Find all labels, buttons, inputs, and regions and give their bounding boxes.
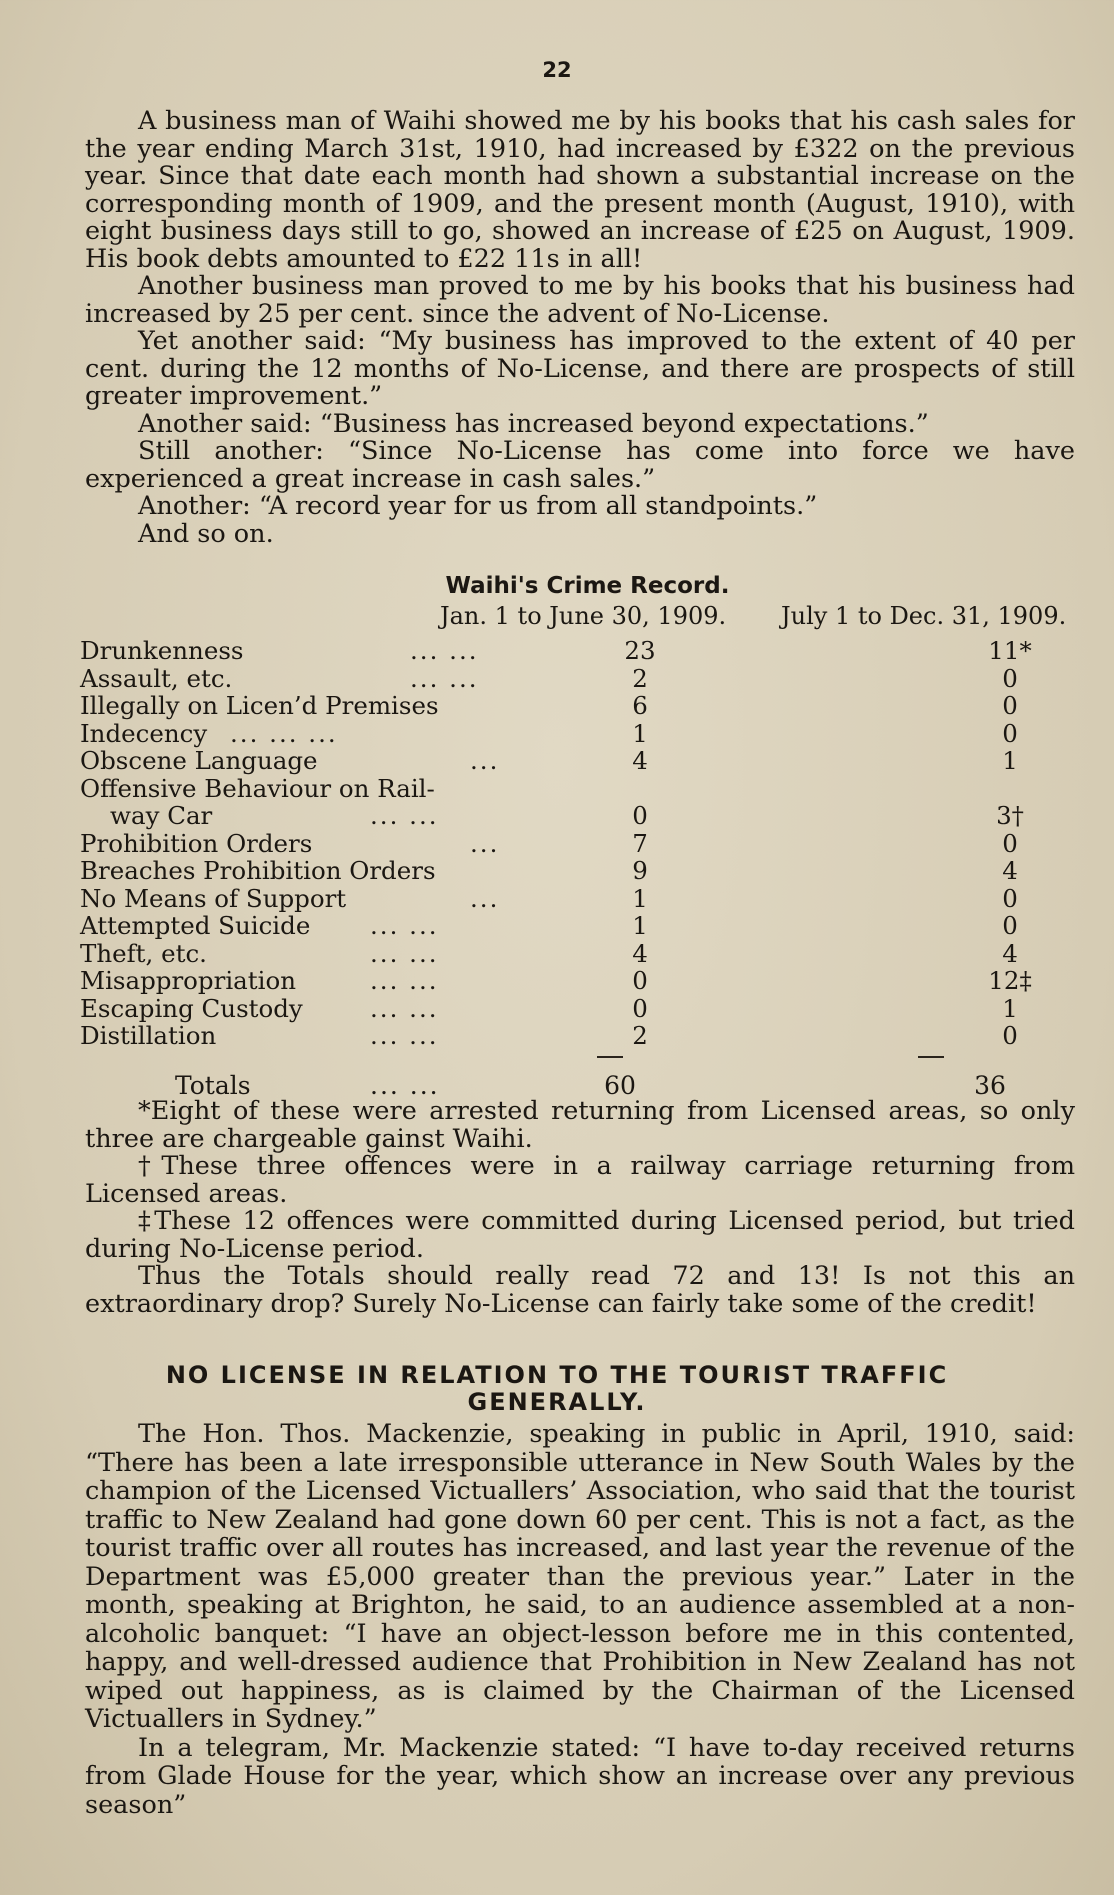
footnotes <box>85 1098 1075 1318</box>
totals-dots: ... ... <box>370 1071 440 1100</box>
value-second-half: 0 <box>1002 663 1018 693</box>
leader-dots: ... ... <box>410 636 479 665</box>
value-first-half: 9 <box>632 856 648 885</box>
paragraph: In a telegram, Mr. Mackenzie stated: “I have to-day received returns from Glade House for the year, which show an increase over any previous season” <box>85 1732 1075 1820</box>
column-header-first-half: Jan. 1 to June 30, 1909. <box>440 602 727 630</box>
intro-text <box>85 108 1075 548</box>
value-first-half: 1 <box>632 911 648 940</box>
value-second-half: 0 <box>1002 883 1018 913</box>
totals-row <box>80 1071 1080 1099</box>
crime-row <box>80 665 1080 693</box>
value-second-half: 11* <box>988 636 1032 665</box>
section-text <box>85 1420 1075 1819</box>
section-heading-line1: NO LICENSE IN RELATION TO THE TOURIST TRAFFIC <box>165 1361 949 1389</box>
paragraph: Still another: “Since No-License has come into force we have experienced a great increase in cash sales.” <box>85 436 1075 494</box>
crime-label: Attempted Suicide <box>80 911 311 940</box>
value-second-half: 1 <box>1002 746 1018 775</box>
value-first-half: 23 <box>624 636 656 665</box>
crime-label: Escaping Custody <box>80 993 303 1023</box>
crime-label: Obscene Language <box>80 746 318 775</box>
total-rule-2 <box>918 1056 944 1058</box>
crime-label: Theft, etc. <box>80 938 207 968</box>
crime-label: Distillation <box>80 1021 217 1050</box>
crime-row <box>80 637 1080 665</box>
value-second-half: 4 <box>1002 938 1018 968</box>
value-second-half: 0 <box>1002 691 1018 720</box>
leader-dots: ... ... <box>370 911 439 940</box>
paragraph: Another said: “Business has increased beyond expectations.” <box>138 408 929 439</box>
value-second-half: 0 <box>1002 828 1018 858</box>
crime-label: Breaches Prohibition Orders <box>80 856 436 885</box>
totals-label: Totals <box>175 1071 251 1100</box>
paragraph: A business man of Waihi showed me by his books that his cash sales for the year ending March 31st, 1910, had increased by £322 on the previous year. Since that date each month had shown a substantial increase on the corresponding month of 1909, and the present month (August, 1910), with eight business days still to go, showed an increase of £25 on August, 1909. His book debts amounted to £22 11s in all! <box>85 106 1075 274</box>
crime-record-title: Waihi's Crime Record. <box>445 573 730 599</box>
crime-label: Prohibition Orders <box>80 828 313 858</box>
crime-label: No Means of Support <box>80 883 347 913</box>
crime-row <box>80 885 1080 913</box>
paragraph: The Hon. Thos. Mackenzie, speaking in public in April, 1910, said: “There has been a late irresponsible utterance in New South Wales by the champion of the Licensed Victuallers’ Association, who said that the tourist traffic to New Zealand had gone down 60 per cent. This is not a fact, as the tourist traffic over all routes has increased, and last year the revenue of the Department was £5,000 greater than the previous year.” Later in the month, speaking at Brighton, he said, to an audience assembled at a non-alcoholic banquet: “I have an object-lesson before me in this contented, happy, and well-dressed audience that Prohibition in New Zealand has not wiped out happiness, as is claimed by the Chairman of the Licensed Victuallers in Sydney.” <box>85 1419 1075 1734</box>
crime-label: Assault, etc. <box>80 663 233 693</box>
leader-dots: ... ... <box>410 663 479 693</box>
crime-row <box>80 830 1080 858</box>
leader-dots: ... ... <box>370 801 439 830</box>
value-first-half: 0 <box>632 801 648 830</box>
crime-row <box>80 940 1080 968</box>
value-second-half: 0 <box>1002 1021 1018 1050</box>
value-first-half: 6 <box>632 691 648 720</box>
leader-dots: ... <box>470 746 500 775</box>
value-first-half: 1 <box>632 883 648 913</box>
total-first-half: 60 <box>604 1071 636 1100</box>
value-second-half: 1 <box>1002 993 1018 1023</box>
value-first-half: 2 <box>632 1021 648 1050</box>
value-first-half: 0 <box>632 993 648 1023</box>
paragraph: Another business man proved to me by his books that his business had increased by 25 per cent. since the advent of No-License. <box>85 271 1075 329</box>
crime-label: Offensive Behaviour on Rail- <box>80 773 435 803</box>
section-heading <box>0 1362 1114 1416</box>
value-first-half: 7 <box>632 828 648 858</box>
footnote: Thus the Totals should really read 72 and 13! Is not this an extraordinary drop? Surely No-License can fairly take some of the credit! <box>85 1261 1075 1319</box>
crime-row <box>80 747 1080 775</box>
value-second-half: 3† <box>996 801 1024 830</box>
footnote: ‡These 12 offences were committed during Licensed period, but tried during No-License period. <box>85 1206 1075 1264</box>
crime-row <box>80 995 1080 1023</box>
page-number: 22 <box>542 58 572 82</box>
leader-dots: ... ... <box>370 938 439 968</box>
crime-label: Indecency <box>80 718 208 748</box>
crime-label: Illegally on Licen’d Premises <box>80 691 439 720</box>
leader-dots: ... ... <box>370 966 439 995</box>
value-second-half: 0 <box>1002 911 1018 940</box>
section-heading-line2: GENERALLY. <box>467 1388 647 1416</box>
leader-dots: ... ... <box>370 993 439 1023</box>
value-first-half: 4 <box>632 938 648 968</box>
leader-dots: ... <box>470 883 500 913</box>
crime-row <box>80 775 1080 803</box>
value-second-half: 12‡ <box>988 966 1032 995</box>
leader-dots: ... <box>470 828 500 858</box>
value-first-half: 2 <box>632 663 648 693</box>
crime-row <box>80 802 1080 830</box>
crime-row <box>80 912 1080 940</box>
crime-row <box>80 1022 1080 1050</box>
footnote: †These three offences were in a railway carriage returning from Licensed areas. <box>85 1151 1075 1209</box>
value-second-half: 4 <box>1002 856 1018 885</box>
leader-dots: ... ... <box>370 1021 439 1050</box>
crime-row <box>80 857 1080 885</box>
crime-label: Misappropriation <box>80 966 296 995</box>
paragraph: And so on. <box>138 518 274 549</box>
footnote: *Eight of these were arrested returning from Licensed areas, so only three are chargeable gainst Waihi. <box>85 1096 1075 1154</box>
total-rule-1 <box>597 1056 623 1058</box>
paragraph: Yet another said: “My business has improved to the extent of 40 per cent. during the 12 months of No-License, and there are prospects of still greater improvement.” <box>85 326 1075 411</box>
value-second-half: 0 <box>1002 718 1018 748</box>
crime-row <box>80 967 1080 995</box>
paragraph: Another: “A record year for us from all standpoints.” <box>138 491 818 521</box>
value-first-half: 1 <box>632 718 648 748</box>
crime-row <box>80 720 1080 748</box>
crime-label: way Car <box>110 801 213 830</box>
column-header-second-half: July 1 to Dec. 31, 1909. <box>781 602 1067 630</box>
total-second-half: 36 <box>974 1071 1006 1100</box>
value-first-half: 0 <box>632 966 648 995</box>
value-first-half: 4 <box>632 746 648 775</box>
crime-row <box>80 692 1080 720</box>
leader-dots: ... ... ... <box>230 718 338 748</box>
crime-label: Drunkenness <box>80 636 244 665</box>
